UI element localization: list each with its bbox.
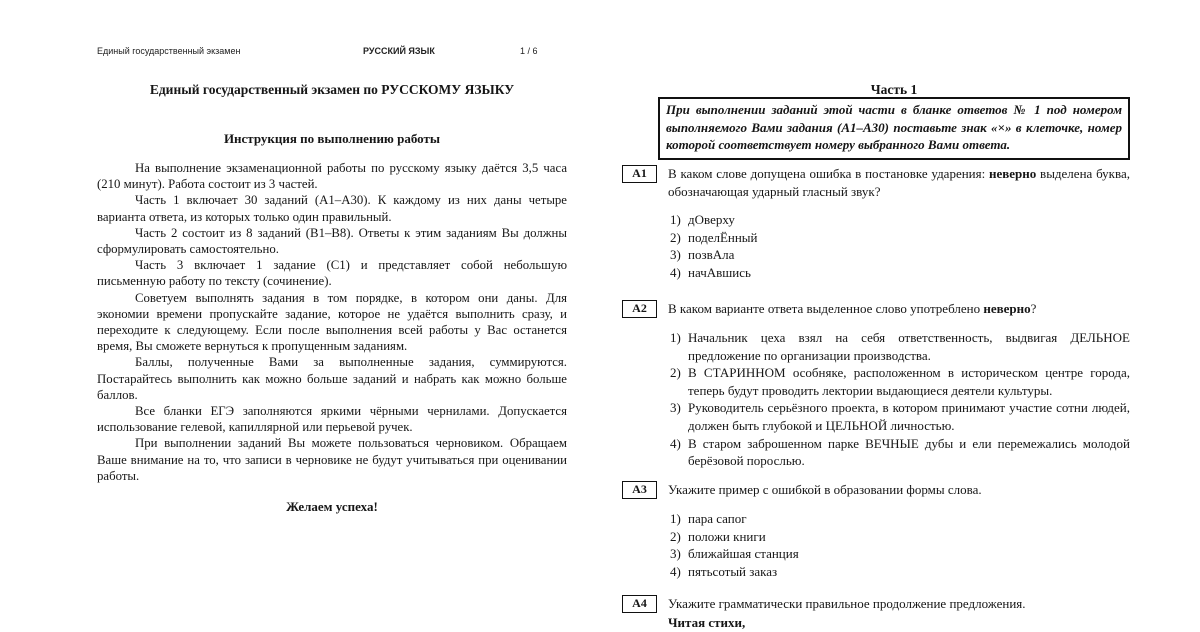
option-row (668, 528, 1130, 546)
question-a3 (622, 481, 1130, 580)
question-text-pre: В каком варианте ответа выделенное слово употреблено (668, 301, 984, 316)
option-row (668, 264, 1130, 282)
option-row (668, 510, 1130, 528)
option-row (668, 545, 1130, 563)
option-number: 4) (670, 563, 681, 579)
question-text (668, 595, 1130, 613)
option-number: 1) (670, 212, 681, 227)
option-row (668, 399, 1130, 434)
header-exam-name: Единый государственный экзамен (97, 46, 241, 56)
option-text: ближайшая станция (688, 546, 799, 562)
option-number: 2) (670, 229, 681, 245)
question-text-bold: неверно (989, 166, 1037, 181)
question-sentence-start: Читая стихи, (668, 615, 746, 630)
question-text (668, 300, 1130, 318)
question-text-pre: В каком слове допущена ошибка в постановке ударения: (668, 166, 989, 181)
option-row (668, 229, 1130, 247)
instructions-heading: Инструкция по выполнению работы (223, 131, 441, 146)
question-text (668, 165, 1130, 200)
option-number: 2) (670, 365, 681, 381)
header-subject: РУССКИЙ ЯЗЫК (363, 46, 435, 56)
question-text-pre: Укажите пример с ошибкой в образовании формы слова. (668, 482, 982, 497)
option-text: дОверху (688, 212, 735, 227)
option-row (668, 563, 1130, 581)
header-page-number: 1 / 6 (520, 46, 538, 56)
option-text: Руководитель серьёзного проекта, в котором принимают участие сотни людей, должен быть глубокой и ЦЕЛЬНОЙ личностью. (688, 400, 1130, 433)
question-label: А4 (622, 595, 657, 613)
success-wish: Желаем успеха! (286, 499, 378, 514)
option-text: пара сапог (688, 511, 747, 526)
option-number: 3) (670, 546, 681, 562)
document-title: Единый государственный экзамен по РУССКОМУ ЯЗЫКУ (149, 82, 515, 97)
instructions-paragraph: Баллы, полученные Вами за выполненные задания, суммируются. Постарайтесь выполнить как можно больше заданий и набрать как можно больше баллов. (97, 355, 567, 402)
question-label: А2 (622, 300, 657, 318)
option-row (668, 211, 1130, 229)
question-text-post: ? (1030, 301, 1037, 316)
option-text: положи книги (688, 528, 766, 544)
question-text-post: выделена буква, обозначающая ударный гласный звук? (668, 166, 1130, 199)
option-number: 3) (670, 247, 681, 263)
instructions-paragraph: Все бланки ЕГЭ заполняются яркими чёрными чернилами. Допускается использование гелевой, капиллярной или перьевой ручек. (97, 404, 567, 435)
question-head (622, 165, 1130, 200)
option-text: поделЁнный (688, 229, 758, 245)
question-head (622, 595, 1130, 613)
question-text-bold: неверно (983, 301, 1031, 316)
option-number: 2) (670, 528, 681, 544)
question-a1 (622, 165, 1130, 281)
option-number: 4) (670, 435, 681, 451)
option-text: пятьсотый заказ (688, 563, 778, 579)
question-a2 (622, 300, 1130, 470)
option-text: В старом заброшенном парке ВЕЧНЫЕ дубы и ели перемежались молодой берёзовой порослью. (688, 435, 1130, 469)
part-instruction-box: При выполнении заданий этой части в бланке ответов № 1 под номером выполняемого Вами задания (А1–А30) поставьте знак «×» в клеточке, номер которой соответствует номеру выбранного Вами ответа. (658, 97, 1130, 160)
question-a4 (622, 595, 1130, 632)
instructions-paragraph: Часть 3 включает 1 задание (С1) и представляет собой небольшую письменную работу по тексту (сочинение). (97, 258, 567, 289)
instructions-paragraph: На выполнение экзаменационной работы по русскому языку даётся 3,5 часа (210 минут). Работа состоит из 3 частей. (97, 161, 567, 192)
instructions-paragraph: Часть 2 состоит из 8 заданий (В1–В8). Ответы к этим заданиям Вы должны сформулировать самостоятельно. (97, 225, 567, 257)
instructions-paragraph: При выполнении заданий Вы можете пользоваться черновиком. Обращаем Ваше внимание на то, что записи в черновике не будут учитываться при оценивании работы. (97, 436, 567, 483)
option-text: начАвшись (688, 264, 751, 280)
options-list (668, 211, 1130, 281)
option-row (668, 329, 1130, 364)
option-number: 4) (670, 264, 681, 280)
option-text: Начальник цеха взял на себя ответственность, выдвигая ДЕЛЬНОЕ предложение по организации производства. (688, 330, 1130, 363)
instructions-paragraph: Часть 1 включает 30 заданий (А1–А30). К каждому из них даны четыре варианта ответа, из которых только один правильный. (97, 193, 567, 224)
document-header (97, 46, 567, 58)
question-text (668, 481, 1130, 499)
question-head (622, 300, 1130, 318)
instructions-body (97, 160, 567, 484)
option-row (668, 435, 1130, 470)
question-head (622, 481, 1130, 499)
option-row (668, 364, 1130, 399)
question-text-pre: Укажите грамматически правильное продолжение предложения. (668, 596, 1026, 611)
options-list (668, 329, 1130, 470)
option-number: 1) (670, 330, 681, 345)
instructions-paragraph: Советуем выполнять задания в том порядке, в котором они даны. Для экономии времени пропускайте задание, которое не удаётся выполнить сразу, и переходите к следующему. Если после выполнения всей работы у Вас останется время, Вы сможете вернуться к пропущенным заданиям. (97, 290, 567, 354)
option-number: 3) (670, 400, 681, 416)
part-heading: Часть 1 (870, 82, 918, 97)
options-list (668, 510, 1130, 580)
question-label: А3 (622, 481, 657, 499)
option-text: В СТАРИННОМ особняке, расположенном в историческом центре города, теперь будут проводить лектории выдающиеся деятели культуры. (688, 365, 1130, 398)
option-number: 1) (670, 511, 681, 526)
option-text: позвАла (688, 247, 735, 263)
option-row (668, 246, 1130, 264)
question-label: А1 (622, 165, 657, 183)
